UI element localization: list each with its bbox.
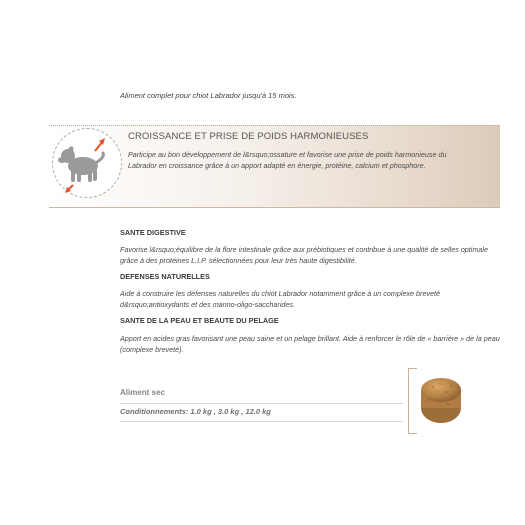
feature-title: CROISSANCE ET PRISE DE POIDS HARMONIEUSES [128,131,369,142]
intro-text: Aliment complet pour chiot Labrador jusqu'à 15 mois. [120,91,297,100]
divider [120,403,403,404]
section-text-defenses: Aide à construire les défenses naturelles du chiot Labrador notamment grâce à un complexe breveté d&rsquo;antioxydants et des manno-oligo-saccharides. [120,289,441,309]
section-text-digestive: Favorise l&rsquo;équilibre de la flore intestinale grâce aux prébiotiques et contribue à une qualité de selles optimale grâce à des protéines L.I.P. sélectionnées pour leur très haute digestibilité. [120,245,488,265]
divider [120,421,403,422]
product-type: Aliment sec [120,388,165,397]
section-heading-skin-coat: SANTE DE LA PEAU ET BEAUTE DU PELAGE [120,316,279,325]
section-heading-defenses: DEFENSES NATURELLES [120,272,210,281]
feature-banner [49,125,500,208]
feature-description: Participe au bon développement de l&rsquo;ossature et favorise une prise de poids harmonieuse du Labrador en croissance grâce à un apport adapté en énergie, protéine, calcium et phosphore. [128,150,447,170]
section-heading-digestive: SANTE DIGESTIVE [120,228,186,237]
packaging-info: Conditionnements: 1.0 kg , 3.0 kg , 12.0 kg [120,407,271,416]
growing-puppy-icon [52,128,122,198]
product-image-bracket [408,368,417,434]
kibble-icon [418,374,464,431]
section-text-skin-coat: Apport en acides gras favorisant une peau saine et un pelage brillant. Aide à renforcer le rôle de « barrière » de la peau (complexe breveté). [120,334,500,354]
